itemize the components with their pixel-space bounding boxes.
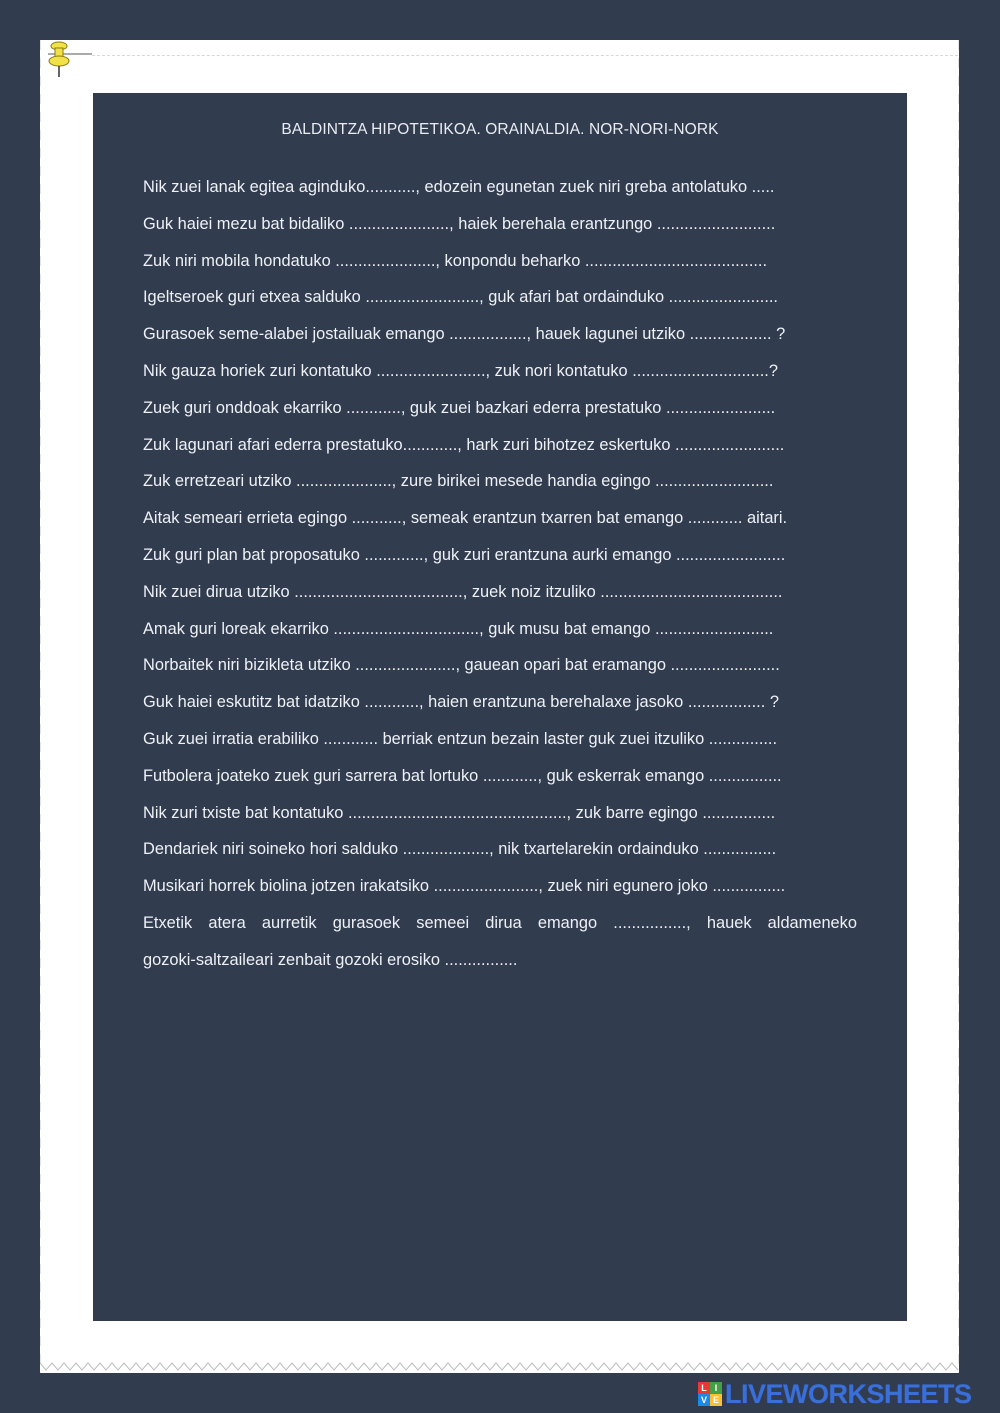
exercise-line: Aitak semeari errieta egingo ..........., semeak erantzun txarren bat emango ............ aitari. xyxy=(143,509,788,528)
logo-letter: V xyxy=(698,1394,710,1406)
torn-edge-decoration xyxy=(40,1360,959,1372)
exercise-line: Zuk guri plan bat proposatuko ............., guk zuri erantzuna aurki emango ........................ xyxy=(143,545,786,564)
exercise-line: Zuk niri mobila hondatuko ......................, konpondu beharko ........................................ xyxy=(143,251,768,270)
exercise-line: Etxetik atera aurretik gurasoek semeei dirua emango ................, hauek aldameneko xyxy=(143,913,857,932)
exercise-line: Igeltseroek guri etxea salduko ........................., guk afari bat ordainduko ........................ xyxy=(143,288,778,307)
paper-left-edge xyxy=(40,40,41,1373)
exercise-line: Guk zuei irratia erabiliko ............ berriak entzun bezain laster guk zuei itzuliko ............... xyxy=(143,729,778,748)
exercise-line: Nik gauza horiek zuri kontatuko ........................, zuk nori kontatuko ..............................? xyxy=(143,361,778,380)
exercise-line: Zuk erretzeari utziko ....................., zure birikei mesede handia egingo .......................... xyxy=(143,472,774,491)
exercise-line: Nik zuri txiste bat kontatuko ................................................, zuk barre egingo ................ xyxy=(143,803,776,822)
worksheet-panel xyxy=(93,93,907,1321)
exercise-lines xyxy=(143,169,857,979)
exercise-line: Guk haiei eskutitz bat idatziko ............, haien erantzuna berehalaxe jasoko ................. ? xyxy=(143,693,779,712)
logo-letter: I xyxy=(710,1382,722,1394)
pushpin-icon xyxy=(44,40,92,80)
exercise-line: Nik zuei lanak egitea aginduko..........., edozein egunetan zuek niri greba antolatuko ..... xyxy=(143,178,775,196)
paper-right-edge xyxy=(958,40,959,1373)
exercise-line: Norbaitek niri bizikleta utziko ......................, gauean opari bat eramango ........................ xyxy=(143,656,780,675)
worksheet-title: BALDINTZA HIPOTETIKOA. ORAINALDIA. NOR-NORI-NORK xyxy=(281,121,719,138)
logo-letter: E xyxy=(710,1394,722,1406)
liveworksheets-brand xyxy=(698,1380,972,1408)
paper-top-dashed-line xyxy=(92,55,958,56)
exercise-line: gozoki-saltzaileari zenbait gozoki erosiko ................ xyxy=(143,950,518,969)
liveworksheets-logo-icon xyxy=(698,1382,722,1406)
exercise-line: Zuek guri onddoak ekarriko ............, guk zuei bazkari ederra prestatuko ........................ xyxy=(143,398,776,417)
exercise-line: Guk haiei mezu bat bidaliko ......................, haiek berehala erantzungo .......................... xyxy=(143,214,776,233)
exercise-line: Dendariek niri soineko hori salduko ..................., nik txartelarekin ordainduko ................ xyxy=(143,840,777,859)
exercise-line: Nik zuei dirua utziko ....................................., zuek noiz itzuliko ........................................ xyxy=(143,582,783,601)
logo-letter: L xyxy=(698,1382,710,1394)
exercise-line: Amak guri loreak ekarriko ................................, guk musu bat emango .......................... xyxy=(143,619,774,638)
exercise-line: Gurasoek seme-alabei jostailuak emango ................., hauek lagunei utziko .................. ? xyxy=(143,325,786,344)
brand-text: LIVEWORKSHEETS xyxy=(725,1378,972,1409)
exercise-line: Futbolera joateko zuek guri sarrera bat lortuko ............, guk eskerrak emango ................ xyxy=(143,766,782,785)
exercise-line: Zuk lagunari afari ederra prestatuko............, hark zuri bihotzez eskertuko ........................ xyxy=(143,435,785,454)
exercise-line: Musikari horrek biolina jotzen irakatsiko ......................., zuek niri egunero joko ................ xyxy=(143,877,786,896)
